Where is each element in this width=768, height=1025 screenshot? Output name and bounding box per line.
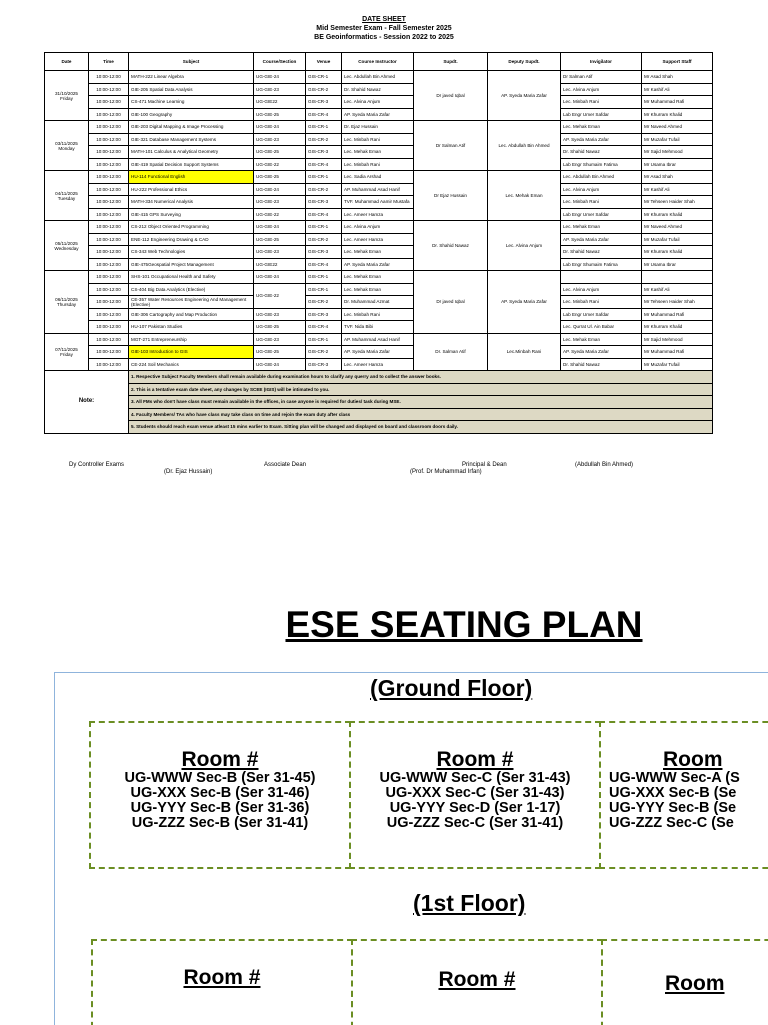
time-cell: 10:00-12:00 bbox=[89, 196, 129, 209]
date-text: 06/11/2025 bbox=[55, 296, 78, 302]
invigilator-cell: Lec. Qurrat Ul. Ain Babar bbox=[561, 321, 642, 334]
room-line: UG-ZZZ Sec-B (Ser 31-41) bbox=[131, 815, 309, 831]
note-label: Note: bbox=[45, 371, 129, 434]
subject-cell: SHS-101 Occupational Health and Safety bbox=[129, 271, 254, 284]
staff-cell bbox=[642, 271, 713, 284]
note-item: 5. Students should reach exam venue atleast 15 mins earlier to Exam. Sitting plan will be changed and displayed on board and classroom doors daily. bbox=[129, 421, 713, 434]
subject-cell: CS-404 Big Data Analytics (Elective) bbox=[129, 283, 254, 296]
table-row bbox=[45, 183, 713, 196]
invigilator-cell: Lec. Minbah Rani bbox=[561, 296, 642, 309]
section-cell: UG-GIE-25 bbox=[254, 108, 306, 121]
room-title: Room # bbox=[181, 748, 259, 771]
subject-cell: CS-471 Machine Learning bbox=[129, 96, 254, 109]
staff-cell: Mr Muhammad Rafi bbox=[642, 346, 713, 359]
deputy-cell: Lec. Abdullah Bin Ahmed bbox=[488, 121, 561, 171]
room-card-partial bbox=[599, 721, 768, 869]
staff-cell: Mr Sajid Mehmood bbox=[642, 146, 713, 159]
venue-cell: GIS-CR-3 bbox=[306, 246, 342, 259]
room-card bbox=[91, 939, 353, 1025]
day-text: Tuesday bbox=[57, 195, 76, 201]
instructor-cell: Lec. Alvina Anjum bbox=[342, 221, 414, 234]
note-item: 2. This is a tentative exam date sheet, any changes by SCEE (IGIS) will be intimated to you. bbox=[129, 383, 713, 396]
instructor-cell: Lec. Mehak Eman bbox=[342, 283, 414, 296]
day-text: Monday bbox=[58, 145, 75, 151]
instructor-cell: Lec. Abdullah Bin Ahmed bbox=[342, 71, 414, 84]
time-cell: 10:00-12:00 bbox=[89, 358, 129, 371]
section-cell: UG-GIE-25 bbox=[254, 171, 306, 184]
staff-cell: Mr Naveed Ahmed bbox=[642, 121, 713, 134]
section-cell: UG-GIE-24 bbox=[254, 221, 306, 234]
table-row bbox=[45, 308, 713, 321]
note-item: 1. Respective Subject Faculty Members shall remain available during examination hours to clarify any querry and to collect the answer books. bbox=[129, 371, 713, 384]
section-cell: UG-GIE-24 bbox=[254, 121, 306, 134]
venue-cell: GIS-CR-4 bbox=[306, 321, 342, 334]
table-row bbox=[45, 146, 713, 159]
exam-title: Mid Semester Exam - Fall Semester 2025 bbox=[316, 25, 452, 32]
table-row bbox=[45, 158, 713, 171]
staff-cell: Mr Kashif Ali bbox=[642, 283, 713, 296]
supdt-cell: Dr javed Iqbal bbox=[414, 71, 488, 121]
section-cell: UG-GIE-22 bbox=[254, 158, 306, 171]
invigilator-cell: Dr. Shahid Nawaz bbox=[561, 358, 642, 371]
staff-cell: Mr Asad Shah bbox=[642, 171, 713, 184]
section-cell: UG-GIE-25 bbox=[254, 346, 306, 359]
section-cell: UG-GIE-22 bbox=[254, 208, 306, 221]
subject-cell: HU-107 Pakistan Studies bbox=[129, 321, 254, 334]
supdt-cell: Dr javed Iqbal bbox=[414, 271, 488, 334]
venue-cell: GIS-CR-3 bbox=[306, 146, 342, 159]
table-row bbox=[45, 108, 713, 121]
room-card bbox=[89, 721, 351, 869]
table-row bbox=[45, 196, 713, 209]
col-subject: Subject bbox=[129, 53, 254, 71]
section-cell: UG-GIE-24 bbox=[254, 358, 306, 371]
principal-title: Principal & Dean bbox=[462, 462, 507, 468]
venue-cell: GIS-CR-2 bbox=[306, 296, 342, 309]
seating-plan-title: ESE SEATING PLAN bbox=[285, 604, 643, 645]
time-cell: 10:00-12:00 bbox=[89, 208, 129, 221]
instructor-cell: Lec. Alvina Anjum bbox=[342, 96, 414, 109]
day-cell bbox=[45, 171, 89, 221]
day-cell bbox=[45, 71, 89, 121]
invigilator-cell: AP. Syeda Maria Zafar bbox=[561, 133, 642, 146]
section-cell: UG-GIE-24 bbox=[254, 271, 306, 284]
staff-cell: Mr Muzafar Tufail bbox=[642, 358, 713, 371]
subject-cell: GIE-205 Spatial Data Analysis bbox=[129, 83, 254, 96]
day-cell bbox=[45, 221, 89, 271]
note-row bbox=[45, 421, 713, 434]
abdullah-name: (Abdullah Bin Ahmed) bbox=[575, 462, 634, 468]
section-cell: UG-GIE-23 bbox=[254, 308, 306, 321]
controller-name: (Dr. Ejaz Hussain) bbox=[164, 469, 213, 475]
time-cell: 10:00-12:00 bbox=[89, 83, 129, 96]
invigilator-cell: Dr Salman Atif bbox=[561, 71, 642, 84]
invigilator-cell: Lec. Alvina Anjum bbox=[561, 183, 642, 196]
invigilator-cell bbox=[561, 271, 642, 284]
supdt-cell: Dr Ejaz Hussain bbox=[414, 171, 488, 221]
instructor-cell: TVF. Muhammad Aamir Mustafa bbox=[342, 196, 414, 209]
time-cell: 10:00-12:00 bbox=[89, 233, 129, 246]
table-row bbox=[45, 333, 713, 346]
col-date: Date bbox=[45, 53, 89, 71]
invigilator-cell: AP. Syeda Maria Zafar bbox=[561, 233, 642, 246]
staff-cell: Mr Muhammad Rafi bbox=[642, 96, 713, 109]
table-row bbox=[45, 121, 713, 134]
instructor-cell: AP. Syeda Maria Zafar bbox=[342, 346, 414, 359]
col-deputy: Deputy Supdt. bbox=[488, 53, 561, 71]
table-row bbox=[45, 133, 713, 146]
col-venue: Venue bbox=[306, 53, 342, 71]
venue-cell: GIS-CR-2 bbox=[306, 133, 342, 146]
col-supdt: Supdt. bbox=[414, 53, 488, 71]
day-cell bbox=[45, 121, 89, 171]
invigilator-cell: Lec. Mehak Eman bbox=[561, 221, 642, 234]
staff-cell: Mr Asad Shah bbox=[642, 71, 713, 84]
invigilator-cell: Lab Engr Umer Safdar bbox=[561, 208, 642, 221]
instructor-cell: Lec. Ameer Hamza bbox=[342, 208, 414, 221]
subject-cell: GIE-475Geospatial Project Management bbox=[129, 258, 254, 271]
subject-cell-highlighted: HU-114 Functional English bbox=[129, 171, 254, 184]
invigilator-cell: Lab Engr Shumaim Fatima bbox=[561, 158, 642, 171]
date-text: 31/10/2025 bbox=[55, 90, 78, 96]
time-cell: 10:00-12:00 bbox=[89, 283, 129, 296]
subject-cell: CS-343 Web Technologies bbox=[129, 246, 254, 259]
invigilator-cell: Lec. Alvina Anjum bbox=[561, 283, 642, 296]
time-cell: 10:00-12:00 bbox=[89, 183, 129, 196]
subject-cell: CE-357 Water Resources Engineering And Management (Elective) bbox=[129, 296, 254, 309]
table-row bbox=[45, 246, 713, 259]
section-cell: UG-GIE-25 bbox=[254, 233, 306, 246]
staff-cell: Mr Tehseen Haider Shah bbox=[642, 296, 713, 309]
instructor-cell: AP. Muhammad Asad Hanif bbox=[342, 183, 414, 196]
associate-dean-title: Associate Dean bbox=[264, 462, 307, 468]
invigilator-cell: Lec. Alvina Anjum bbox=[561, 83, 642, 96]
time-cell: 10:00-12:00 bbox=[89, 333, 129, 346]
table-row bbox=[45, 346, 713, 359]
instructor-cell: Lec. Mehak Eman bbox=[342, 146, 414, 159]
supdt-cell: Dr Salman Atif bbox=[414, 121, 488, 171]
table-row bbox=[45, 258, 713, 271]
note-row bbox=[45, 383, 713, 396]
table-row bbox=[45, 233, 713, 246]
first-floor-heading: (1st Floor) bbox=[413, 890, 526, 916]
col-instructor: Course Instructor bbox=[342, 53, 414, 71]
subject-cell: MATH-334 Numerical Analysis bbox=[129, 196, 254, 209]
time-cell: 10:00-12:00 bbox=[89, 221, 129, 234]
subject-cell: MATH-101 Calculus & Analytical Geometry bbox=[129, 146, 254, 159]
subject-cell: MGT-271 Entrepreneurship bbox=[129, 333, 254, 346]
room-line: UG-YYY Sec-B (Ser 31-36) bbox=[130, 800, 310, 816]
time-cell: 10:00-12:00 bbox=[89, 108, 129, 121]
section-cell: UG-GIE-23 bbox=[254, 333, 306, 346]
section-cell: UG-GIE22 bbox=[254, 96, 306, 109]
invigilator-cell: Lab Engr Umer Safdar bbox=[561, 108, 642, 121]
venue-cell: GIS-CR-3 bbox=[306, 358, 342, 371]
time-cell: 10:00-12:00 bbox=[89, 346, 129, 359]
day-text: Friday bbox=[60, 95, 73, 101]
venue-cell: GIS-CR-1 bbox=[306, 121, 342, 134]
time-cell: 10:00-12:00 bbox=[89, 71, 129, 84]
room-line: UG-WWW Sec-B (Ser 31-45) bbox=[124, 770, 316, 786]
instructor-cell: Lec. Mehak Eman bbox=[342, 271, 414, 284]
controller-title: Dy Controller Exams bbox=[69, 462, 125, 468]
room-card bbox=[349, 721, 601, 869]
room-line: UG-XXX Sec-B (Se bbox=[609, 785, 737, 801]
instructor-cell: Dr. Shahid Nawaz bbox=[342, 83, 414, 96]
subject-cell: CS-212 Object Oriented Programming bbox=[129, 221, 254, 234]
deputy-cell: Lec. Alvina Anjum bbox=[488, 221, 561, 271]
time-cell: 10:00-12:00 bbox=[89, 296, 129, 309]
staff-cell: Mr Khurram Khalid bbox=[642, 108, 713, 121]
table-header-row bbox=[45, 53, 713, 71]
instructor-cell: AP. Muhammad Asad Hanif bbox=[342, 333, 414, 346]
staff-cell: Mr Tehseen Haider Shah bbox=[642, 196, 713, 209]
time-cell: 10:00-12:00 bbox=[89, 308, 129, 321]
table-row bbox=[45, 221, 713, 234]
venue-cell: GIS-CR-1 bbox=[306, 221, 342, 234]
subject-cell: GIE-100 Geography bbox=[129, 108, 254, 121]
table-row bbox=[45, 96, 713, 109]
subject-cell: MATH-222 Linear Algebra bbox=[129, 71, 254, 84]
deputy-cell: AP. Syeda Maria Zafar bbox=[488, 71, 561, 121]
seating-plan-area bbox=[54, 672, 768, 1025]
table-row bbox=[45, 83, 713, 96]
time-cell: 10:00-12:00 bbox=[89, 121, 129, 134]
section-cell: UG-GIE-24 bbox=[254, 183, 306, 196]
subject-cell-highlighted: GIE-103 Introduction to GIS bbox=[129, 346, 254, 359]
venue-cell: GIS-CR-4 bbox=[306, 108, 342, 121]
invigilator-cell: Lec. Mehak Eman bbox=[561, 121, 642, 134]
section-cell: UG-GIE22 bbox=[254, 258, 306, 271]
ground-floor-heading: (Ground Floor) bbox=[370, 675, 533, 701]
instructor-cell: Dr. Ejaz Hussain bbox=[342, 121, 414, 134]
venue-cell: GIS-CR-1 bbox=[306, 283, 342, 296]
time-cell: 10:00-12:00 bbox=[89, 271, 129, 284]
staff-cell: Mr Kashif Ali bbox=[642, 183, 713, 196]
subject-cell: CE-224 Soil Mechanics bbox=[129, 358, 254, 371]
day-text: Friday bbox=[60, 351, 73, 357]
instructor-cell: Lec. Ameer Hamza bbox=[342, 358, 414, 371]
staff-cell: Mr Khurram Khalid bbox=[642, 321, 713, 334]
staff-cell: Mr Naveed Ahmed bbox=[642, 221, 713, 234]
section-cell: UG-GIE-23 bbox=[254, 133, 306, 146]
session-title: BE Geoinformatics - Session 2022 to 2025 bbox=[314, 34, 454, 41]
time-cell: 10:00-12:00 bbox=[89, 158, 129, 171]
room-line: UG-ZZZ Sec-C (Se bbox=[609, 815, 734, 831]
staff-cell: Mr Kashif Ali bbox=[642, 83, 713, 96]
invigilator-cell: Lec. Abdullah Bin Ahmed bbox=[561, 171, 642, 184]
invigilator-cell: Lab Engr Shumaim Fatima bbox=[561, 258, 642, 271]
venue-cell: GIS-CR-1 bbox=[306, 71, 342, 84]
instructor-cell: TVF. Nida Bibi bbox=[342, 321, 414, 334]
time-cell: 10:00-12:00 bbox=[89, 96, 129, 109]
instructor-cell: Lec. Mehak Eman bbox=[342, 246, 414, 259]
table-row bbox=[45, 208, 713, 221]
staff-cell: Mr Usama Ibrar bbox=[642, 258, 713, 271]
section-cell: UG-GIE-22 bbox=[254, 283, 306, 308]
date-text: 05/11/2025 bbox=[55, 240, 78, 246]
deputy-cell: AP. Syeda Maria Zafar bbox=[488, 271, 561, 334]
venue-cell: GIS-CR-2 bbox=[306, 233, 342, 246]
staff-cell: Mr Muzafar Tufail bbox=[642, 233, 713, 246]
date-text: 03/11/2025 bbox=[55, 140, 78, 146]
room-line: UG-YYY Sec-B (Se bbox=[609, 800, 737, 816]
table-row bbox=[45, 171, 713, 184]
col-staff: Support Staff bbox=[642, 53, 713, 71]
staff-cell: Mr Sajid Mehmood bbox=[642, 333, 713, 346]
room-title: Room # bbox=[438, 968, 516, 991]
date-sheet-title: DATE SHEET bbox=[362, 16, 406, 23]
time-cell: 10:00-12:00 bbox=[89, 321, 129, 334]
day-text: Thursday bbox=[56, 301, 77, 307]
subject-cell: GIE-321 Database Management Systems bbox=[129, 133, 254, 146]
subject-cell: GIE-415 GPS Surveying bbox=[129, 208, 254, 221]
room-line: UG-XXX Sec-B (Ser 31-46) bbox=[130, 785, 310, 801]
staff-cell: Mr Muzafar Tufail bbox=[642, 133, 713, 146]
instructor-cell: Dr. Muhammad Azmat bbox=[342, 296, 414, 309]
venue-cell: GIS-CR-2 bbox=[306, 346, 342, 359]
venue-cell: GIS-CR-4 bbox=[306, 158, 342, 171]
invigilator-cell: Lec. Minbah Rani bbox=[561, 196, 642, 209]
staff-cell: Mr Khurram Khalid bbox=[642, 208, 713, 221]
instructor-cell: Lec. Minbah Rani bbox=[342, 158, 414, 171]
date-sheet-table bbox=[44, 52, 713, 434]
room-card bbox=[351, 939, 603, 1025]
staff-cell: Mr Khurram Khalid bbox=[642, 246, 713, 259]
room-card-partial bbox=[601, 939, 768, 1025]
note-row bbox=[45, 396, 713, 409]
invigilator-cell: Dr. Shahid Nawaz bbox=[561, 246, 642, 259]
room-title: Room bbox=[663, 748, 723, 771]
invigilator-cell: Lec. Mehak Eman bbox=[561, 333, 642, 346]
venue-cell: GIS-CR-4 bbox=[306, 208, 342, 221]
subject-cell: HU-222 Professional Ethics bbox=[129, 183, 254, 196]
table-row bbox=[45, 321, 713, 334]
section-cell: UG-GIE-23 bbox=[254, 83, 306, 96]
invigilator-cell: Lab Engr Umer Safdar bbox=[561, 308, 642, 321]
room-line: UG-XXX Sec-C (Ser 31-43) bbox=[385, 785, 565, 801]
date-sheet-header bbox=[0, 15, 768, 42]
table-row bbox=[45, 71, 713, 84]
invigilator-cell: Dr. Shahid Nawaz bbox=[561, 146, 642, 159]
time-cell: 10:00-12:00 bbox=[89, 171, 129, 184]
deputy-cell: Lec.Minbah Rani bbox=[488, 333, 561, 371]
time-cell: 10:00-12:00 bbox=[89, 246, 129, 259]
room-title: Room # bbox=[183, 966, 261, 989]
supdt-cell: Dr. Salman Atif bbox=[414, 333, 488, 371]
venue-cell: GIS-CR-2 bbox=[306, 183, 342, 196]
date-text: 07/11/2025 bbox=[55, 346, 78, 352]
staff-cell: Mr Usama Ibrar bbox=[642, 158, 713, 171]
time-cell: 10:00-12:00 bbox=[89, 146, 129, 159]
venue-cell: GIS-CR-1 bbox=[306, 271, 342, 284]
room-line: UG-WWW Sec-A (S bbox=[609, 770, 740, 786]
venue-cell: GIS-CR-1 bbox=[306, 171, 342, 184]
venue-cell: GIS-CR-2 bbox=[306, 83, 342, 96]
room-line: UG-YYY Sec-D (Ser 1-17) bbox=[389, 800, 561, 816]
venue-cell: GIS-CR-1 bbox=[306, 333, 342, 346]
instructor-cell: Lec. Sadia Arshad bbox=[342, 171, 414, 184]
instructor-cell: Lec. Minbah Rani bbox=[342, 308, 414, 321]
principal-name: (Prof. Dr Muhammad Irfan) bbox=[410, 469, 482, 475]
time-cell: 10:00-12:00 bbox=[89, 258, 129, 271]
day-text: Wednesday bbox=[54, 245, 79, 251]
venue-cell: GIS-CR-3 bbox=[306, 308, 342, 321]
section-cell: UG-GIE-25 bbox=[254, 146, 306, 159]
date-text: 04/11/2025 bbox=[55, 190, 78, 196]
room-title: Room # bbox=[436, 748, 514, 771]
room-title: Room bbox=[665, 972, 725, 995]
supdt-cell: Dr. Shahid Nawaz bbox=[414, 221, 488, 271]
subject-cell: GIE-306 Cartography and Map Production bbox=[129, 308, 254, 321]
day-cell bbox=[45, 333, 89, 371]
venue-cell: GIS-CR-3 bbox=[306, 196, 342, 209]
section-cell: UG-GIE-23 bbox=[254, 196, 306, 209]
deputy-cell: Lec. Mehak Eman bbox=[488, 171, 561, 221]
note-item: 3. All FMs who don't have class must remain available in the offices, in case anyone is required for duties/ task during MSE. bbox=[129, 396, 713, 409]
venue-cell: GIS-CR-3 bbox=[306, 96, 342, 109]
note-row bbox=[45, 371, 713, 384]
room-line: UG-ZZZ Sec-C (Ser 31-41) bbox=[386, 815, 564, 831]
instructor-cell: Lec. Ameer Hamza bbox=[342, 233, 414, 246]
day-cell bbox=[45, 271, 89, 334]
section-cell: UG-GIE-23 bbox=[254, 246, 306, 259]
note-item: 4. Faculty Members/ TAs who have class may take class on time and rejoin the exam duty after class bbox=[129, 408, 713, 421]
section-cell: UG-GIE-25 bbox=[254, 321, 306, 334]
subject-cell: GIE-419 Spatial Decision Support Systems bbox=[129, 158, 254, 171]
staff-cell: Mr Muhammad Rafi bbox=[642, 308, 713, 321]
invigilator-cell: Lec. Minbah Rani bbox=[561, 96, 642, 109]
subject-cell: ENE-112 Engineering Drawing & CAD bbox=[129, 233, 254, 246]
invigilator-cell: AP. Syeda Maria Zafar bbox=[561, 346, 642, 359]
table-row bbox=[45, 358, 713, 371]
col-invigilator: Invigilator bbox=[561, 53, 642, 71]
venue-cell: GIS-CR-4 bbox=[306, 258, 342, 271]
time-cell: 10:00-12:00 bbox=[89, 133, 129, 146]
table-row bbox=[45, 296, 713, 309]
instructor-cell: Lec. Minbah Rani bbox=[342, 133, 414, 146]
note-row bbox=[45, 408, 713, 421]
table-row bbox=[45, 283, 713, 296]
room-line: UG-WWW Sec-C (Ser 31-43) bbox=[379, 770, 571, 786]
instructor-cell: AP. Syeda Maria Zafar bbox=[342, 108, 414, 121]
instructor-cell: AP. Syeda Maria Zafar bbox=[342, 258, 414, 271]
col-section: Course/Section bbox=[254, 53, 306, 71]
col-time: Time bbox=[89, 53, 129, 71]
section-cell: UG-GIE-24 bbox=[254, 71, 306, 84]
table-row bbox=[45, 271, 713, 284]
subject-cell: GIE-203 Digital Mapping & Image Processing bbox=[129, 121, 254, 134]
